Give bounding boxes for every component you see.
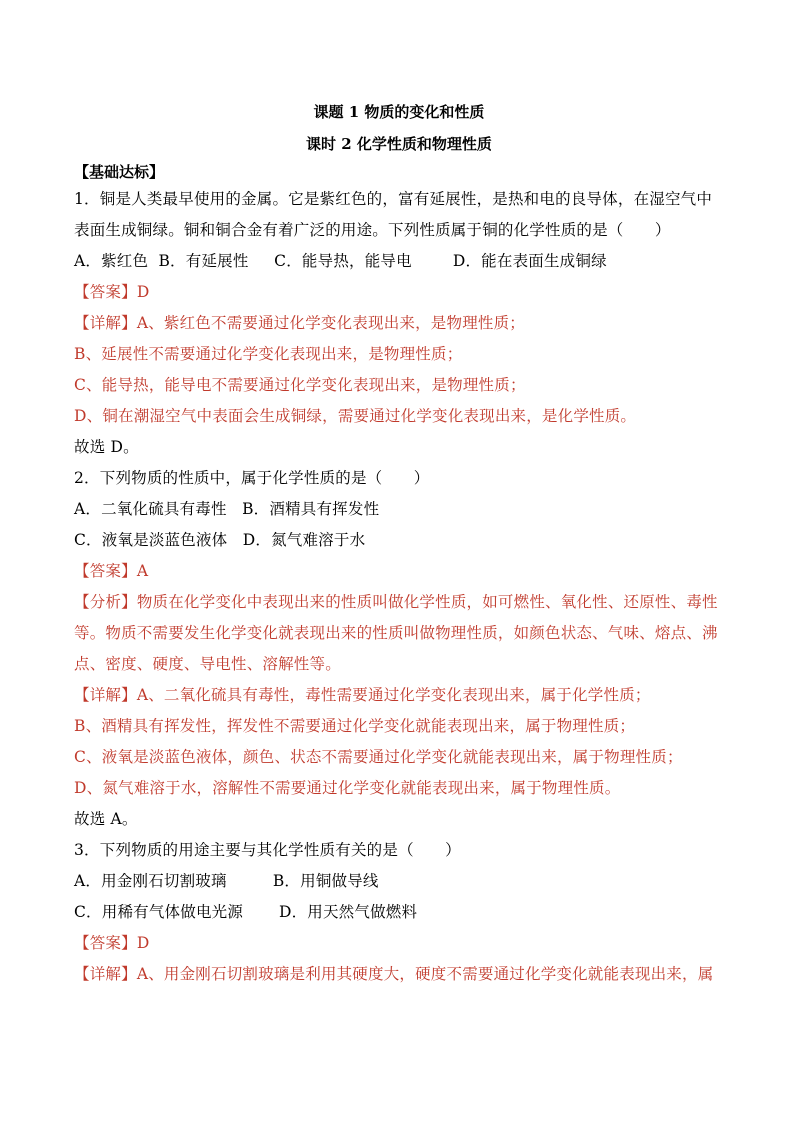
q1-stem-line1: 1．铜是人类最早使用的金属。它是紫红色的，富有延展性，是热和电的良导体，在湿空气中 [74,190,713,208]
detail-text: A、紫红色不需要通过化学变化表现出来，是物理性质； [136,314,526,332]
q2-detail-c: C、液氧是淡蓝色液体，颜色、状态不需要通过化学变化就能表现出来，属于物理性质； [74,748,683,766]
q1-detail-b: B、延展性不需要通过化学变化表现出来，是物理性质； [74,345,463,363]
q3-detail-a [74,959,724,990]
q2-detail-d: D、氮气难溶于水，溶解性不需要通过化学变化就能表现出来，属于物理性质。 [74,779,621,797]
q3-options-ab: A．用金刚石切割玻璃 B．用铜做导线 [74,872,379,890]
q3-stem: 3．下列物质的用途主要与其化学性质有关的是（ ） [74,841,461,859]
section-heading: 【基础达标】 [74,163,165,181]
q2-options-cd: C．液氧是淡蓝色液体 D．氮气难溶于水 [74,531,366,549]
detail-tag: 【详解】 [74,686,137,704]
q1-conclusion: 故选 D。 [74,438,139,456]
q1-options: A．紫红色 B．有延展性 C．能导热，能导电 D．能在表面生成铜绿 [74,252,607,270]
detail-tag: 【详解】 [74,965,137,983]
q2-analysis-line2: 等。物质不需要发生化学变化就表现出来的性质叫做物理性质，如颜色状态、气味、熔点、沸 [74,624,718,642]
detail-tag: 【详解】 [74,314,137,332]
q3-options-cd: C．用稀有气体做电光源 D．用天然气做燃料 [74,903,418,921]
q2-detail-b: B、酒精具有挥发性，挥发性不需要通过化学变化就能表现出来，属于物理性质； [74,717,636,735]
q2-analysis-line3: 点、密度、硬度、导电性、溶解性等。 [74,655,341,673]
answer-tag: 【答案】 [74,562,137,580]
answer-tag: 【答案】 [74,283,137,301]
analysis-text: 物质在化学变化中表现出来的性质叫做化学性质，如可燃性、氧化性、还原性、毒性 [136,593,718,611]
lesson-title: 课题 1 物质的变化和性质 [313,103,485,121]
q1-detail-d: D、铜在潮湿空气中表面会生成铜绿，需要通过化学变化表现出来，是化学性质。 [74,407,637,425]
answer-value: D [136,934,150,952]
period-title: 课时 2 化学性质和物理性质 [306,135,492,153]
q2-stem: 2．下列物质的性质中，属于化学性质的是（ ） [74,469,430,487]
q1-stem-line2: 表面生成铜绿。铜和铜合金有着广泛的用途。下列性质属于铜的化学性质的是（ ） [74,221,671,239]
q1-detail-c: C、能导热，能导电不需要通过化学变化表现出来，是物理性质； [74,376,526,394]
detail-text: A、二氧化硫具有毒性，毒性需要通过化学变化表现出来，属于化学性质； [136,686,651,704]
q2-options-ab: A．二氧化硫具有毒性 B．酒精具有挥发性 [74,500,380,518]
q1-detail-a [74,308,724,339]
detail-text: A、用金刚石切割玻璃是利用其硬度大，硬度不需要通过化学变化就能表现出来，属 [136,965,714,983]
answer-tag: 【答案】 [74,934,137,952]
q2-conclusion: 故选 A。 [74,810,138,828]
answer-value: D [136,283,150,301]
document-page [74,96,724,990]
q1-answer [74,277,724,308]
q2-answer [74,556,724,587]
q3-answer [74,928,724,959]
answer-value: A [136,562,149,580]
q2-detail-a [74,680,724,711]
analysis-tag: 【分析】 [74,593,137,611]
q2-analysis-line1 [74,587,724,618]
